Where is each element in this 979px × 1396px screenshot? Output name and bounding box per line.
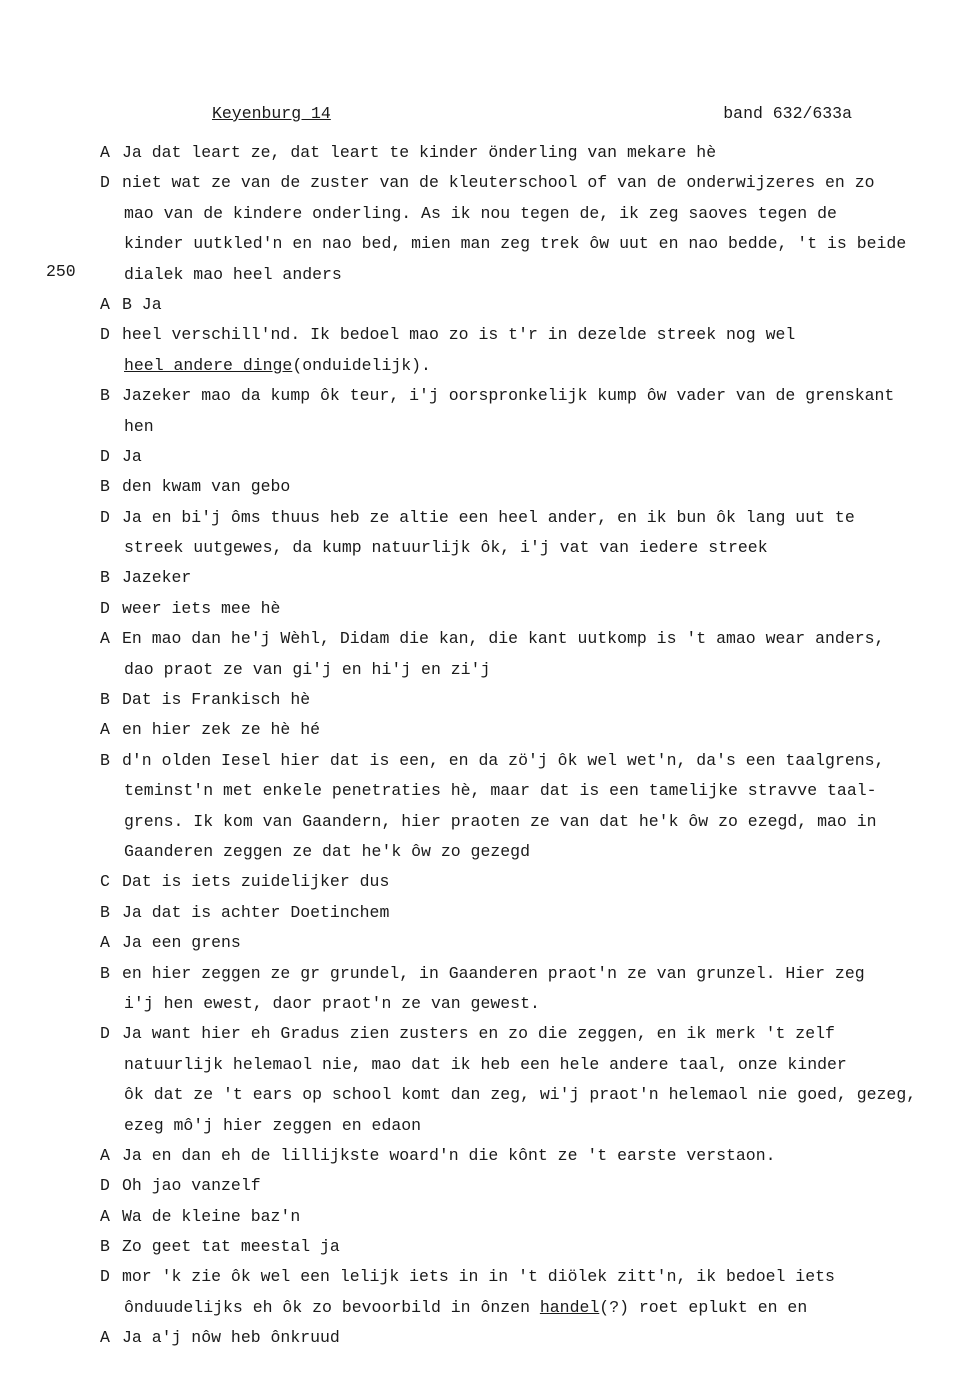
speaker-label: B <box>100 690 110 710</box>
speaker-label: D <box>100 173 110 193</box>
transcript-line <box>100 1232 940 1262</box>
speaker-label: A <box>100 629 110 649</box>
transcript-line <box>100 503 940 533</box>
line-text: den kwam van gebo <box>122 477 291 497</box>
transcript-line <box>100 989 940 1019</box>
transcript-line <box>100 563 940 593</box>
transcript-line <box>100 685 940 715</box>
margin-line-number: 250 <box>46 262 76 281</box>
transcript-line <box>100 1262 940 1292</box>
line-text: i'j hen ewest, daor praot'n ze van gewest. <box>124 993 540 1013</box>
speaker-label: B <box>100 750 110 770</box>
line-tail: (onduidelijk). <box>292 355 431 375</box>
line-text: grens. Ik kom van Gaandern, hier praoten ze van dat he'k ôw zo ezegd, mao in <box>124 811 877 831</box>
line-text: dao praot ze van gi'j en hi'j en zi'j <box>124 659 491 679</box>
transcript-line <box>100 1202 940 1232</box>
speaker-label: D <box>100 325 110 345</box>
speaker-label: A <box>100 1328 110 1348</box>
line-text: hen <box>124 416 154 436</box>
line-text: en hier zeggen ze gr grundel, in Gaanderen praot'n ze van grunzel. Hier zeg <box>122 963 865 983</box>
line-text: Dat is Frankisch hè <box>122 690 311 710</box>
line-text: kinder uutkled'n en nao bed, mien man zeg trek ôw uut en nao bedde, 't is beide <box>124 234 907 254</box>
transcript-line <box>100 655 940 685</box>
transcript-line <box>100 1080 940 1110</box>
line-text: Wa de kleine baz'n <box>122 1206 301 1226</box>
speaker-label: A <box>100 720 110 740</box>
speaker-label: D <box>100 1024 110 1044</box>
speaker-label: B <box>100 568 110 588</box>
transcript-line <box>100 381 940 411</box>
transcript-line <box>100 229 940 259</box>
header-band: band 632/633a <box>723 104 852 123</box>
speaker-label: D <box>100 1267 110 1287</box>
speaker-label: A <box>100 1206 110 1226</box>
transcript-line <box>100 320 940 350</box>
speaker-label: A <box>100 143 110 162</box>
transcript-line <box>100 290 940 320</box>
line-text: Ja want hier eh Gradus zien zusters en zo die zeggen, en ik merk 't zelf <box>122 1024 835 1044</box>
line-text: weer iets mee hè <box>122 598 281 618</box>
line-text: Ja dat is achter Doetinchem <box>122 902 390 922</box>
line-text: ezeg mô'j hier zeggen en edaon <box>124 1115 422 1135</box>
speaker-label: B <box>100 386 110 406</box>
line-text: en hier zek ze hè hé <box>122 720 321 740</box>
transcript-line <box>100 351 940 381</box>
transcript-line <box>100 1141 940 1171</box>
speaker-label: B <box>100 477 110 497</box>
line-text: Zo geet tat meestal ja <box>122 1237 340 1257</box>
speaker-label: B <box>100 963 110 983</box>
transcript-line <box>100 1171 940 1201</box>
header-title: Keyenburg 14 <box>212 104 331 123</box>
line-text: Ja en bi'j ôms thuus heb ze altie een heel ander, en ik bun ôk lang uut te <box>122 507 855 527</box>
line-tail: (?) roet eplukt en en <box>599 1297 808 1317</box>
transcript-line <box>100 199 940 229</box>
line-text: mor 'k zie ôk wel een lelijk iets in in 't diölek zitt'n, ik bedoel iets <box>122 1267 835 1287</box>
line-text: niet wat ze van de zuster van de kleuterschool of van de onderwijzeres en zo <box>122 173 875 193</box>
line-text: d'n olden Iesel hier dat is een, en da zö'j ôk wel wet'n, da's een taalgrens, <box>122 750 885 770</box>
speaker-label: B <box>100 902 110 922</box>
line-text: Ja a'j nôw heb ônkruud <box>122 1328 340 1348</box>
line-text: En mao dan he'j Wèhl, Didam die kan, die kant uutkomp is 't amao wear anders, <box>122 629 885 649</box>
transcript-lines <box>100 138 940 1354</box>
transcript-line <box>100 260 940 290</box>
page-header <box>212 104 852 128</box>
transcript-line <box>100 624 940 654</box>
transcript-line <box>100 928 940 958</box>
line-text: mao van de kindere onderling. As ik nou tegen de, ik zeg saoves tegen de <box>124 203 837 223</box>
transcript-line <box>100 1293 940 1323</box>
transcript-line <box>100 594 940 624</box>
transcript-line <box>100 807 940 837</box>
transcript-line <box>100 1050 940 1080</box>
line-text: Ja <box>122 446 142 466</box>
speaker-label: A <box>100 294 110 314</box>
transcript-line <box>100 138 940 168</box>
speaker-label: B <box>100 1237 110 1257</box>
line-text: Ja dat leart ze, dat leart te kinder önderling van mekare hè <box>122 143 717 162</box>
transcript-line <box>100 715 940 745</box>
speaker-label: C <box>100 872 110 892</box>
speaker-label: D <box>100 598 110 618</box>
line-text: streek uutgewes, da kump natuurlijk ôk, i'j vat van iedere streek <box>124 538 768 558</box>
line-text: Dat is iets zuidelijker dus <box>122 872 390 892</box>
line-text: natuurlijk helemaol nie, mao dat ik heb een hele andere taal, onze kinder <box>124 1054 847 1074</box>
transcript-line <box>100 898 940 928</box>
speaker-label: D <box>100 446 110 466</box>
line-text: teminst'n met enkele penetraties hè, maar dat is een tamelijke stravve taal- <box>124 781 877 801</box>
line-text: heel verschill'nd. Ik bedoel mao zo is t'r in dezelde streek nog wel <box>122 325 796 345</box>
transcript-line <box>100 533 940 563</box>
transcript-line <box>100 776 940 806</box>
transcript-line <box>100 442 940 472</box>
transcript-line <box>100 959 940 989</box>
line-text: heel andere dinge <box>124 355 293 375</box>
transcript-line <box>100 1323 940 1353</box>
transcript-line <box>100 472 940 502</box>
underlined-word: handel <box>539 1297 600 1317</box>
transcript-line <box>100 1019 940 1049</box>
transcript-line <box>100 168 940 198</box>
line-text: B Ja <box>122 294 162 314</box>
line-text: ônduudelijks eh ôk zo bevoorbild in ônzen <box>124 1297 530 1317</box>
speaker-label: D <box>100 1176 110 1196</box>
speaker-label: A <box>100 1145 110 1165</box>
line-text: ôk dat ze 't ears op school komt dan zeg, wi'j praot'n helemaol nie goed, gezeg, <box>124 1085 917 1105</box>
line-text: dialek mao heel anders <box>124 264 342 284</box>
speaker-label: A <box>100 933 110 953</box>
line-text: Gaanderen zeggen ze dat he'k ôw zo gezegd <box>124 841 530 861</box>
transcript-line <box>100 867 940 897</box>
line-text: Jazeker <box>122 568 192 588</box>
line-text: Ja en dan eh de lillijkste woard'n die kônt ze 't earste verstaon. <box>122 1145 776 1165</box>
transcript-line <box>100 837 940 867</box>
transcript-line <box>100 1111 940 1141</box>
speaker-label: D <box>100 507 110 527</box>
transcript-line <box>100 412 940 442</box>
line-text: Jazeker mao da kump ôk teur, i'j oorspronkelijk kump ôw vader van de grenskant <box>122 386 895 406</box>
transcript-line <box>100 746 940 776</box>
line-text: Ja een grens <box>122 933 241 953</box>
line-text: Oh jao vanzelf <box>122 1176 261 1196</box>
